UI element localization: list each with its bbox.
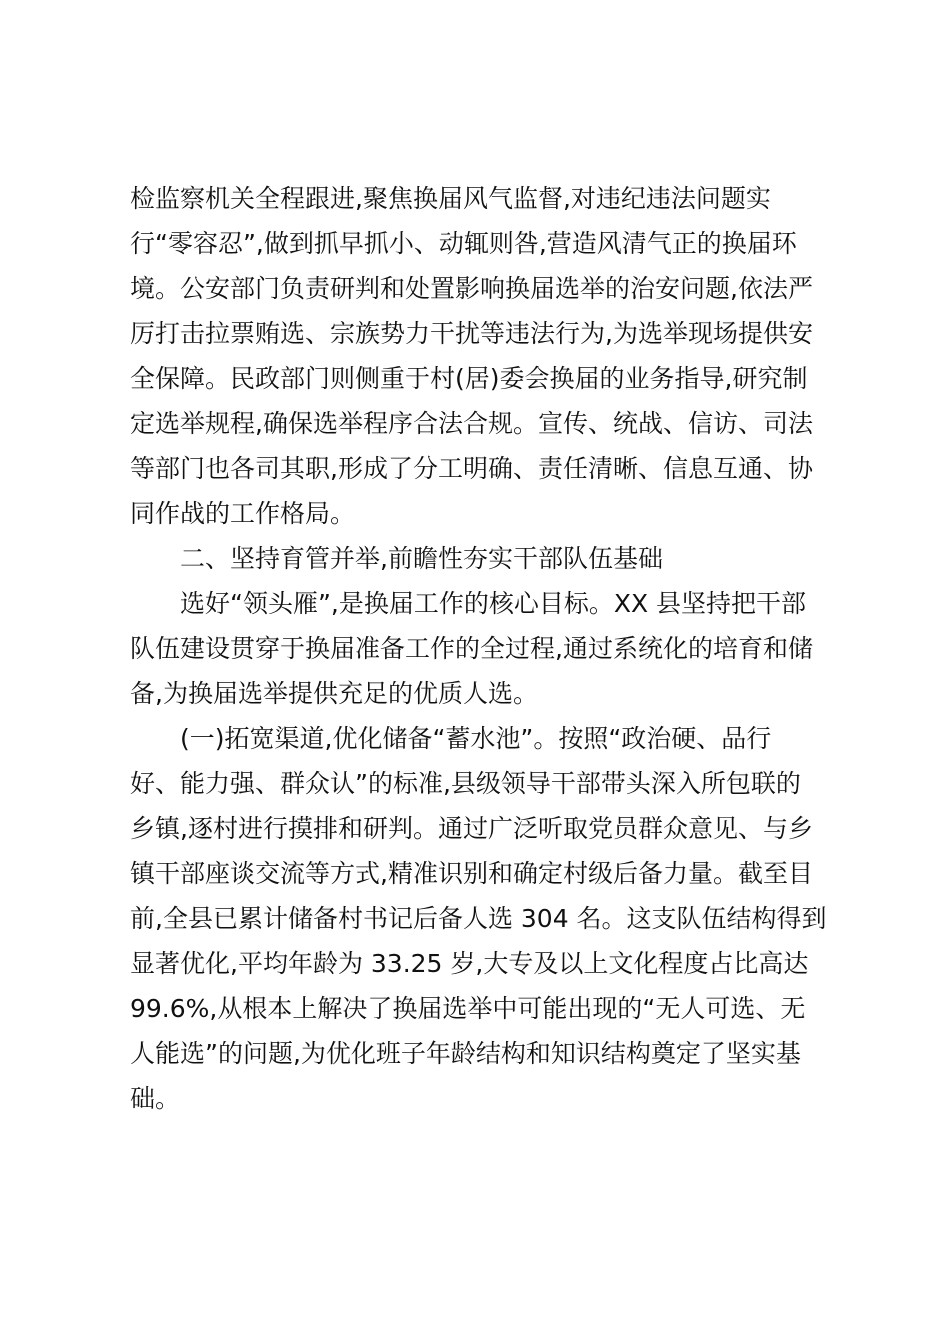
text-line: 好、能力强、群众认”的标准,县级领导干部带头深入所包联的 <box>130 769 801 798</box>
text-line: 定选举规程,确保选举程序合法合规。宣传、统战、信访、司法 <box>130 409 813 438</box>
text-line: 人能选”的问题,为优化班子年龄结构和知识结构奠定了坚实基 <box>130 1039 801 1068</box>
text-line: 检监察机关全程跟进,聚焦换届风气监督,对违纪违法问题实 <box>130 184 771 213</box>
subsection-line: (一)拓宽渠道,优化储备“蓄水池”。按照“政治硬、品行 <box>180 724 772 753</box>
text-line: 前,全县已累计储备村书记后备人选 304 名。这支队伍结构得到 <box>130 904 827 933</box>
text-line: 行“零容忍”,做到抓早抓小、动辄则咎,营造风清气正的换届环 <box>130 229 797 258</box>
text-line: 同作战的工作格局。 <box>130 499 356 528</box>
text-line: 全保障。民政部门则侧重于村(居)委会换届的业务指导,研究制 <box>130 364 808 393</box>
text-line: 队伍建设贯穿于换届准备工作的全过程,通过系统化的培育和储 <box>130 634 813 663</box>
text-line: 显著优化,平均年龄为 33.25 岁,大专及以上文化程度占比高达 <box>130 949 809 978</box>
text-line: 等部门也各司其职,形成了分工明确、责任清晰、信息互通、协 <box>130 454 813 483</box>
text-line: 选好“领头雁”,是换届工作的核心目标。XX 县坚持把干部 <box>180 589 807 618</box>
text-line: 础。 <box>130 1084 181 1113</box>
text-line: 镇干部座谈交流等方式,精准识别和确定村级后备力量。截至目 <box>130 859 813 888</box>
section-heading: 二、坚持育管并举,前瞻性夯实干部队伍基础 <box>180 544 663 573</box>
text-line: 乡镇,逐村进行摸排和研判。通过广泛听取党员群众意见、与乡 <box>130 814 813 843</box>
text-line: 厉打击拉票贿选、宗族势力干扰等违法行为,为选举现场提供安 <box>130 319 813 348</box>
text-line: 境。公安部门负责研判和处置影响换届选举的治安问题,依法严 <box>130 274 813 303</box>
text-line: 99.6%,从根本上解决了换届选举中可能出现的“无人可选、无 <box>130 994 806 1023</box>
text-line: 备,为换届选举提供充足的优质人选。 <box>130 679 538 708</box>
